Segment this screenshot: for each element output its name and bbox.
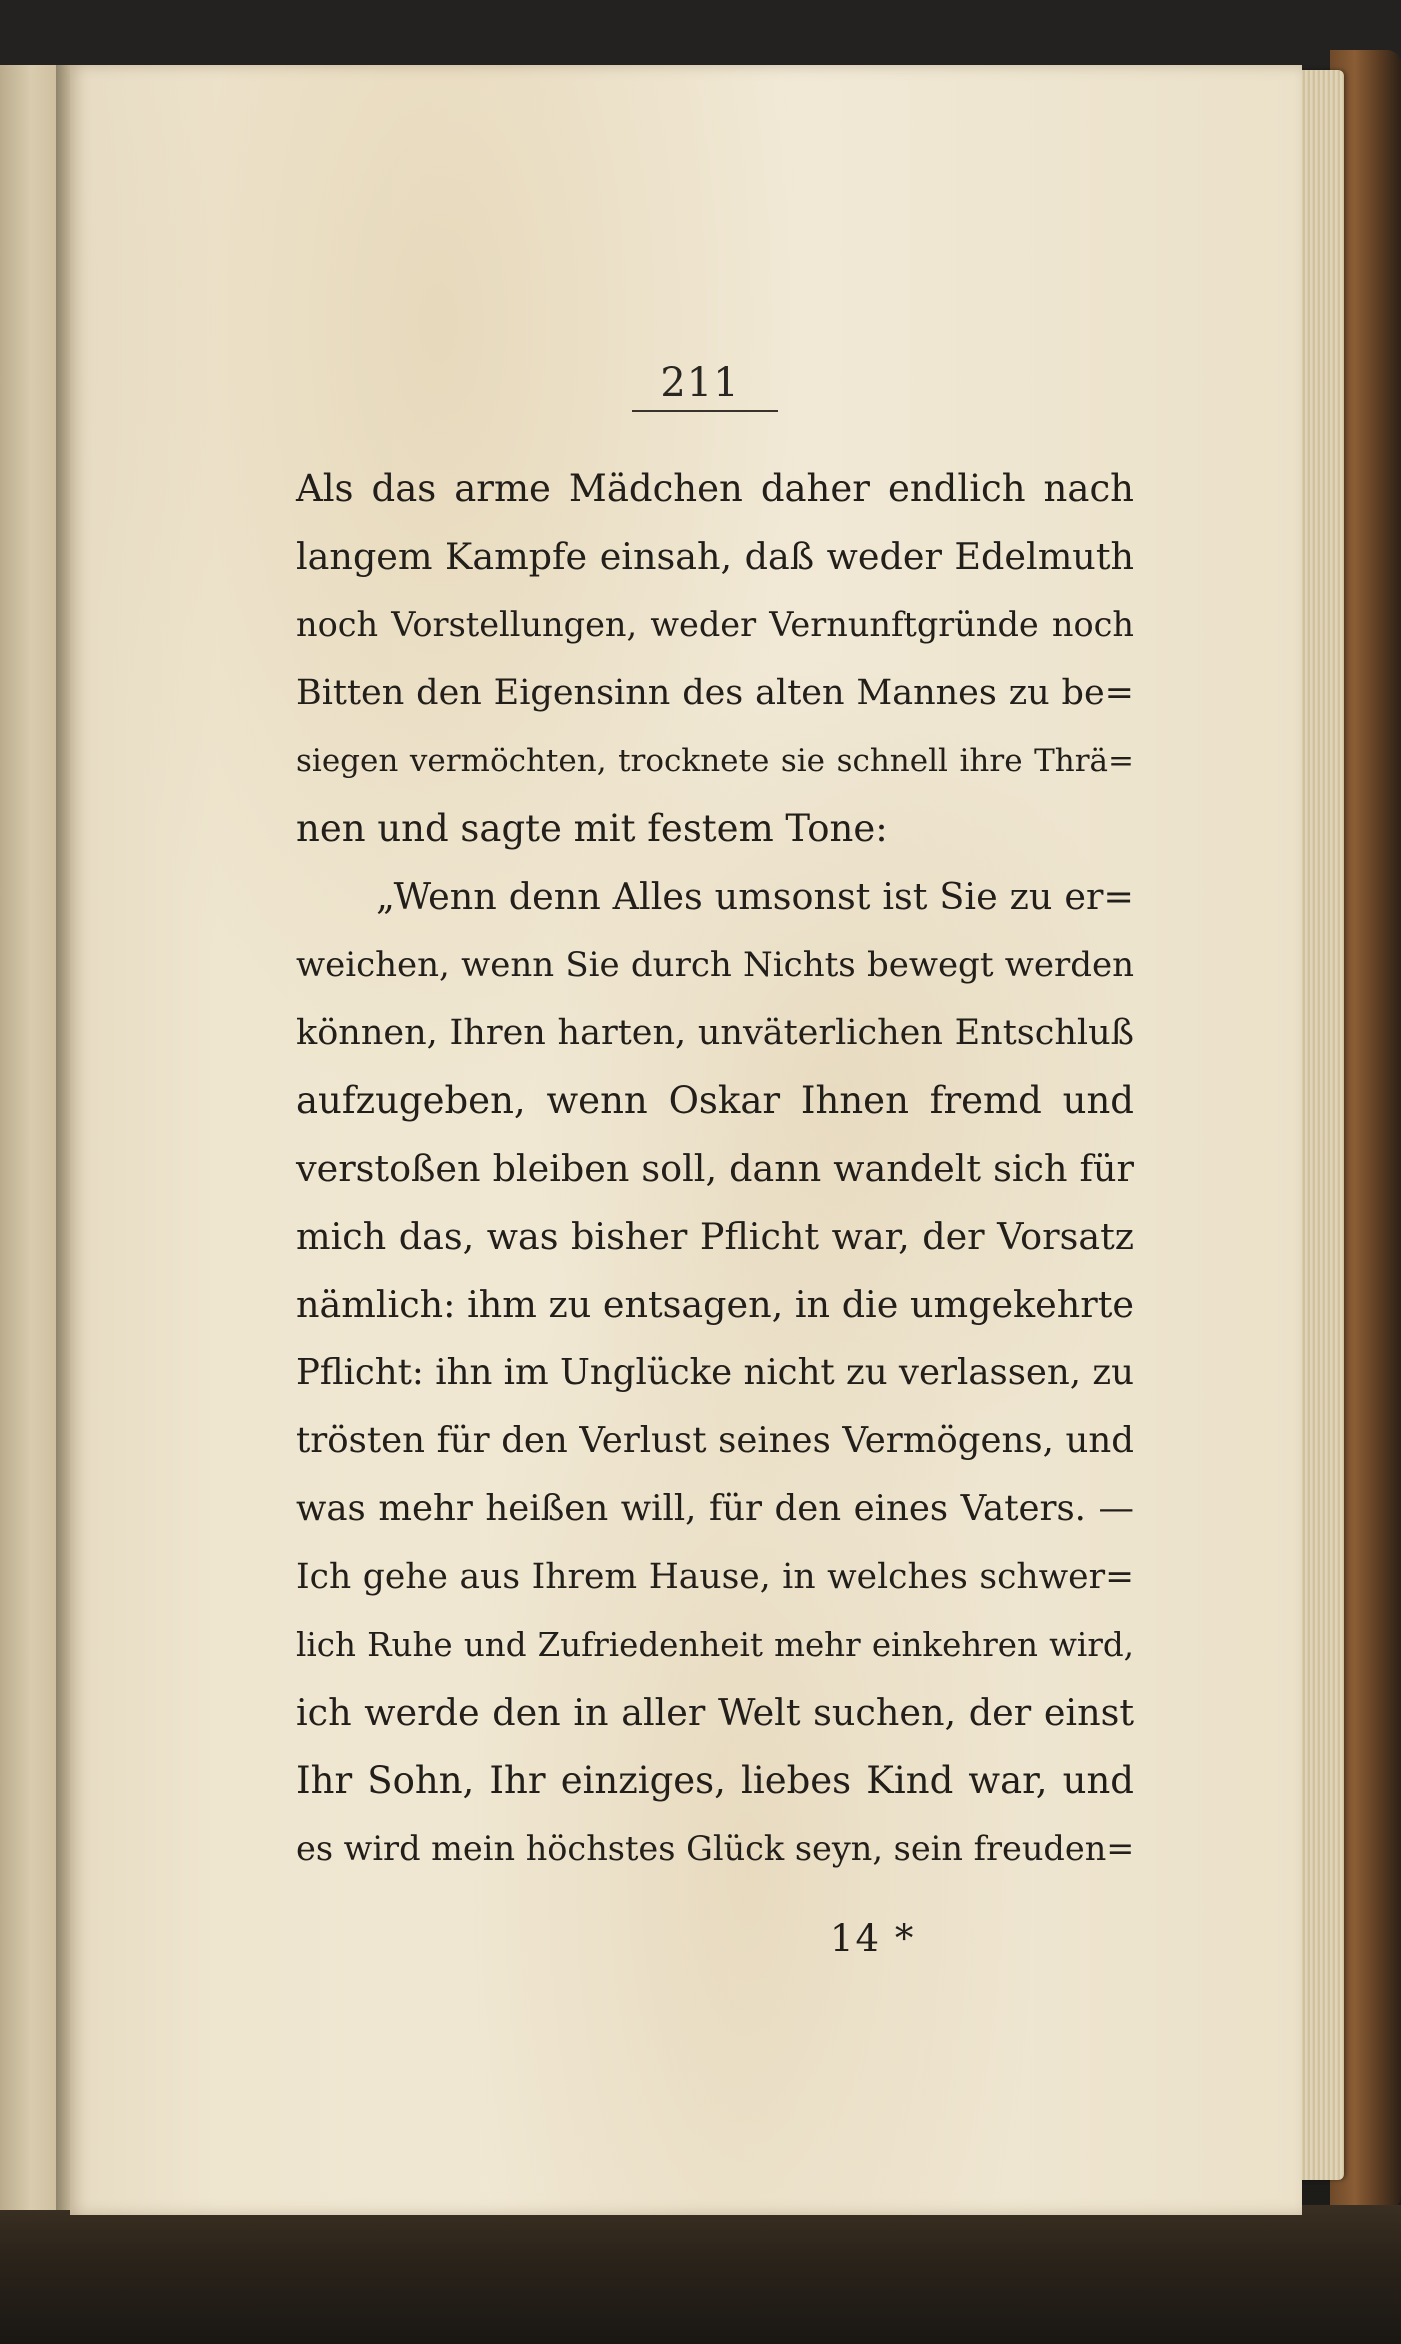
text-line: ich werde den in aller Welt suchen, der einst [296, 1691, 1134, 1734]
page-stack-edge [1296, 70, 1344, 2180]
page-number: 211 [660, 360, 740, 406]
text-line: weichen, wenn Sie durch Nichts bewegt werden [296, 945, 1134, 985]
signature-mark: 14 * [830, 1917, 916, 1960]
text-line: mich das, was bisher Pflicht war, der Vorsatz [296, 1215, 1134, 1258]
book-page [70, 65, 1302, 2215]
text-line: es wird mein höchstes Glück seyn, sein freuden= [296, 1829, 1135, 1868]
body-text [296, 455, 1134, 1883]
text-line: Pflicht: ihn im Unglücke nicht zu verlassen, zu [296, 1352, 1134, 1393]
text-line: Ihr Sohn, Ihr einziges, liebes Kind war, und [296, 1759, 1134, 1802]
page-number-rule [632, 410, 778, 412]
text-line: langem Kampfe einsah, daß weder Edelmuth [296, 535, 1134, 578]
text-line: noch Vorstellungen, weder Vernunftgründe noch [296, 605, 1134, 644]
text-line: was mehr heißen will, für den eines Vaters. — [296, 1488, 1134, 1529]
text-line: Bitten den Eigensinn des alten Mannes zu be= [296, 673, 1134, 713]
text-line: lich Ruhe und Zufriedenheit mehr einkehren wird, [296, 1626, 1134, 1664]
text-line: Ich gehe aus Ihrem Hause, in welches schwer= [296, 1557, 1134, 1597]
text-line: „Wenn denn Alles umsonst ist Sie zu er= [376, 875, 1134, 918]
text-line: siegen vermöchten, trocknete sie schnell ihre Thrä= [296, 743, 1134, 779]
text-line: trösten für den Verlust seines Vermögens, und [296, 1420, 1134, 1461]
text-line: können, Ihren harten, unväterlichen Entschluß [296, 1013, 1134, 1053]
text-line: nämlich: ihm zu entsagen, in die umgekehrte [296, 1283, 1134, 1326]
text-line: nen und sagte mit festem Tone: [296, 807, 888, 850]
book-cover-bottom [0, 2205, 1401, 2344]
text-line: aufzugeben, wenn Oskar Ihnen fremd und [296, 1079, 1134, 1122]
text-line: Als das arme Mädchen daher endlich nach [296, 467, 1134, 510]
previous-page-edge [0, 65, 62, 2210]
text-line: verstoßen bleiben soll, dann wandelt sich für [296, 1147, 1134, 1190]
